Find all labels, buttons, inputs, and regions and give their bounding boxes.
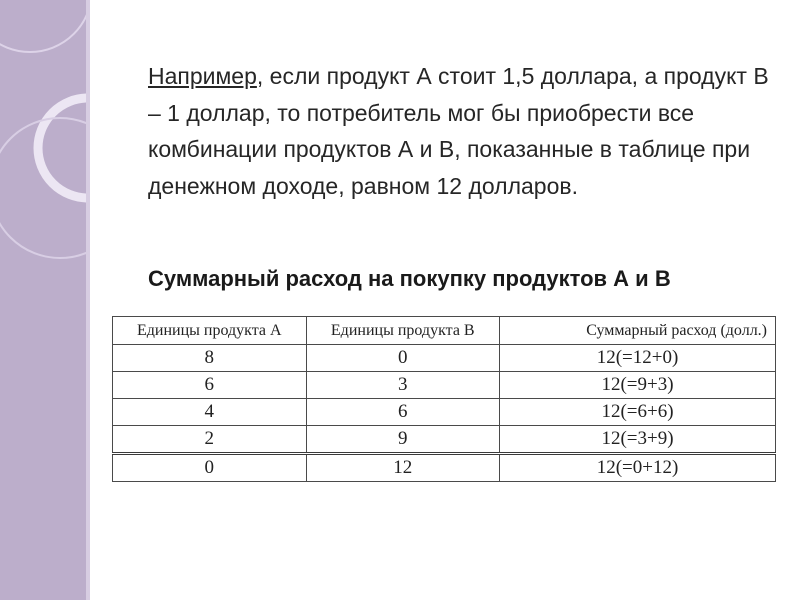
table-row	[113, 345, 776, 372]
header-units-a: Единицы продукта А	[113, 317, 307, 345]
table-row	[113, 399, 776, 426]
paragraph-text: , если продукт А стоит 1,5 доллара, а продукт В – 1 доллар, то потребитель мог бы приобрести все комбинации продуктов А и В, показанные в таблице при денежном доходе, равном 12 долларов.	[148, 63, 769, 199]
cell-total: 12(=9+3)	[500, 372, 776, 399]
table-row	[113, 372, 776, 399]
cell-units-a: 0	[113, 454, 307, 482]
cell-units-a: 8	[113, 345, 307, 372]
cell-total: 12(=12+0)	[500, 345, 776, 372]
side-band-edge	[86, 0, 90, 600]
cell-total: 12(=3+9)	[500, 426, 776, 454]
header-units-b: Единицы продукта В	[306, 317, 500, 345]
ring-middle	[38, 98, 86, 198]
cell-units-b: 6	[306, 399, 500, 426]
table-row	[113, 454, 776, 482]
cell-units-a: 4	[113, 399, 307, 426]
table-header-row	[113, 317, 776, 345]
decorative-rings	[0, 0, 86, 600]
header-total-spend: Суммарный расход (долл.)	[500, 317, 776, 345]
decorative-side-band	[0, 0, 86, 600]
cell-units-a: 2	[113, 426, 307, 454]
table-row	[113, 426, 776, 454]
cell-total: 12(=0+12)	[500, 454, 776, 482]
cell-units-b: 3	[306, 372, 500, 399]
cell-units-b: 9	[306, 426, 500, 454]
intro-paragraph	[148, 58, 778, 204]
budget-table	[112, 316, 776, 482]
ring-top	[0, 0, 86, 52]
table-title: Суммарный расход на покупку продуктов А и В	[148, 266, 671, 291]
cell-units-b: 0	[306, 345, 500, 372]
cell-total: 12(=6+6)	[500, 399, 776, 426]
cell-units-a: 6	[113, 372, 307, 399]
paragraph-lead-word: Например	[148, 63, 257, 89]
cell-units-b: 12	[306, 454, 500, 482]
